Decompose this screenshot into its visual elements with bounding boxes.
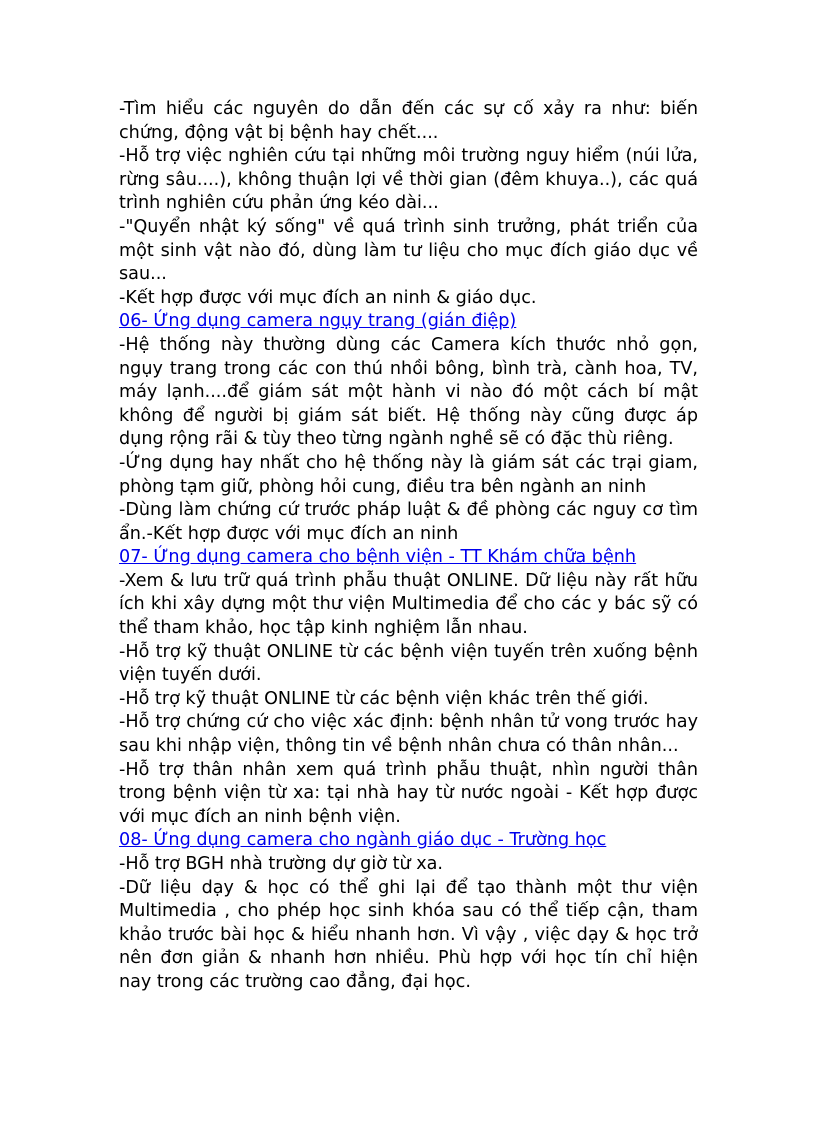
paragraph: -Dùng làm chứng cứ trước pháp luật & đề phòng các nguy cơ tìm ẩn.-Kết hợp được với mục đích an ninh [119, 500, 698, 544]
paragraph: -Hỗ trợ chứng cứ cho việc xác định: bệnh nhân tử vong trước hay sau khi nhập viện, thông tin về bệnh nhân chưa có thân nhân... [119, 712, 698, 757]
section-heading-link[interactable]: 08- Ứng dụng camera cho ngành giáo dục - Trường học [119, 830, 607, 851]
paragraph: -Hỗ trợ BGH nhà trường dự giờ từ xa. [119, 854, 444, 874]
paragraph: -Xem & lưu trữ quá trình phẫu thuật ONLINE. Dữ liệu này rất hữu ích khi xây dựng một thư viện Multimedia để cho các y bác sỹ có thể tham khảo, học tập kinh nghiệm lẫn nhau. [119, 570, 698, 639]
paragraph: -"Quyển nhật ký sống" về quá trình sinh trưởng, phát triển của một sinh vật nào đó, dùng làm tư liệu cho mục đích giáo dục về sau... [119, 216, 698, 285]
paragraph: -Tìm hiểu các nguyên do dẫn đến các sự cố xảy ra như: biến chứng, động vật bị bệnh hay chết.... [119, 99, 698, 143]
paragraph: -Dữ liệu dạy & học có thể ghi lại để tạo thành một thư viện Multimedia , cho phép học sinh khóa sau có thể tiếp cận, tham khảo trước bài học & hiểu nhanh hơn. Vì vậy , việc dạy & học trở nên đơn giản & nhanh hơn nhiều. Phù hợp với học tín chỉ hiện nay trong các trường cao đẳng, đại học. [119, 877, 698, 992]
paragraph: -Kết hợp được với mục đích an ninh & giáo dục. [119, 287, 537, 308]
section-heading-link[interactable]: 06- Ứng dụng camera ngụy trang (gián điệp) [119, 311, 517, 332]
paragraph: -Hệ thống này thường dùng các Camera kích thước nhỏ gọn, ngụy trang trong các con thú nhồi bông, bình trà, cành hoa, TV, máy lạnh....để giám sát một hành vi nào đó một cách bí mật không để người bị giám sát biết. Hệ thống này cũng được áp dụng rộng rãi & tùy theo từng ngành nghề sẽ có đặc thù riêng. [119, 334, 698, 450]
paragraph: -Ứng dụng hay nhất cho hệ thống này là giám sát các trại giam, phòng tạm giữ, phòng hỏi cung, điều tra bên ngành an ninh [119, 452, 698, 497]
paragraph: -Hỗ trợ thân nhân xem quá trình phẫu thuật, nhìn người thân trong bệnh viện từ xa: tại nhà hay từ nước ngoài - Kết hợp được với mục đích an ninh bệnh viện. [119, 759, 698, 827]
paragraph: -Hỗ trợ kỹ thuật ONLINE từ các bệnh viện khác trên thế giới. [119, 688, 649, 709]
paragraph: -Hỗ trợ kỹ thuật ONLINE từ các bệnh viện tuyến trên xuống bệnh viện tuyến dưới. [119, 641, 698, 686]
section-heading-link[interactable]: 07- Ứng dụng camera cho bệnh viện - TT Khám chữa bệnh [119, 547, 637, 568]
paragraph: -Hỗ trợ việc nghiên cứu tại những môi trường nguy hiểm (núi lửa, rừng sâu....), không thuận lợi về thời gian (đêm khuya..), các quá trình nghiên cứu phản ứng kéo dài... [119, 146, 698, 214]
